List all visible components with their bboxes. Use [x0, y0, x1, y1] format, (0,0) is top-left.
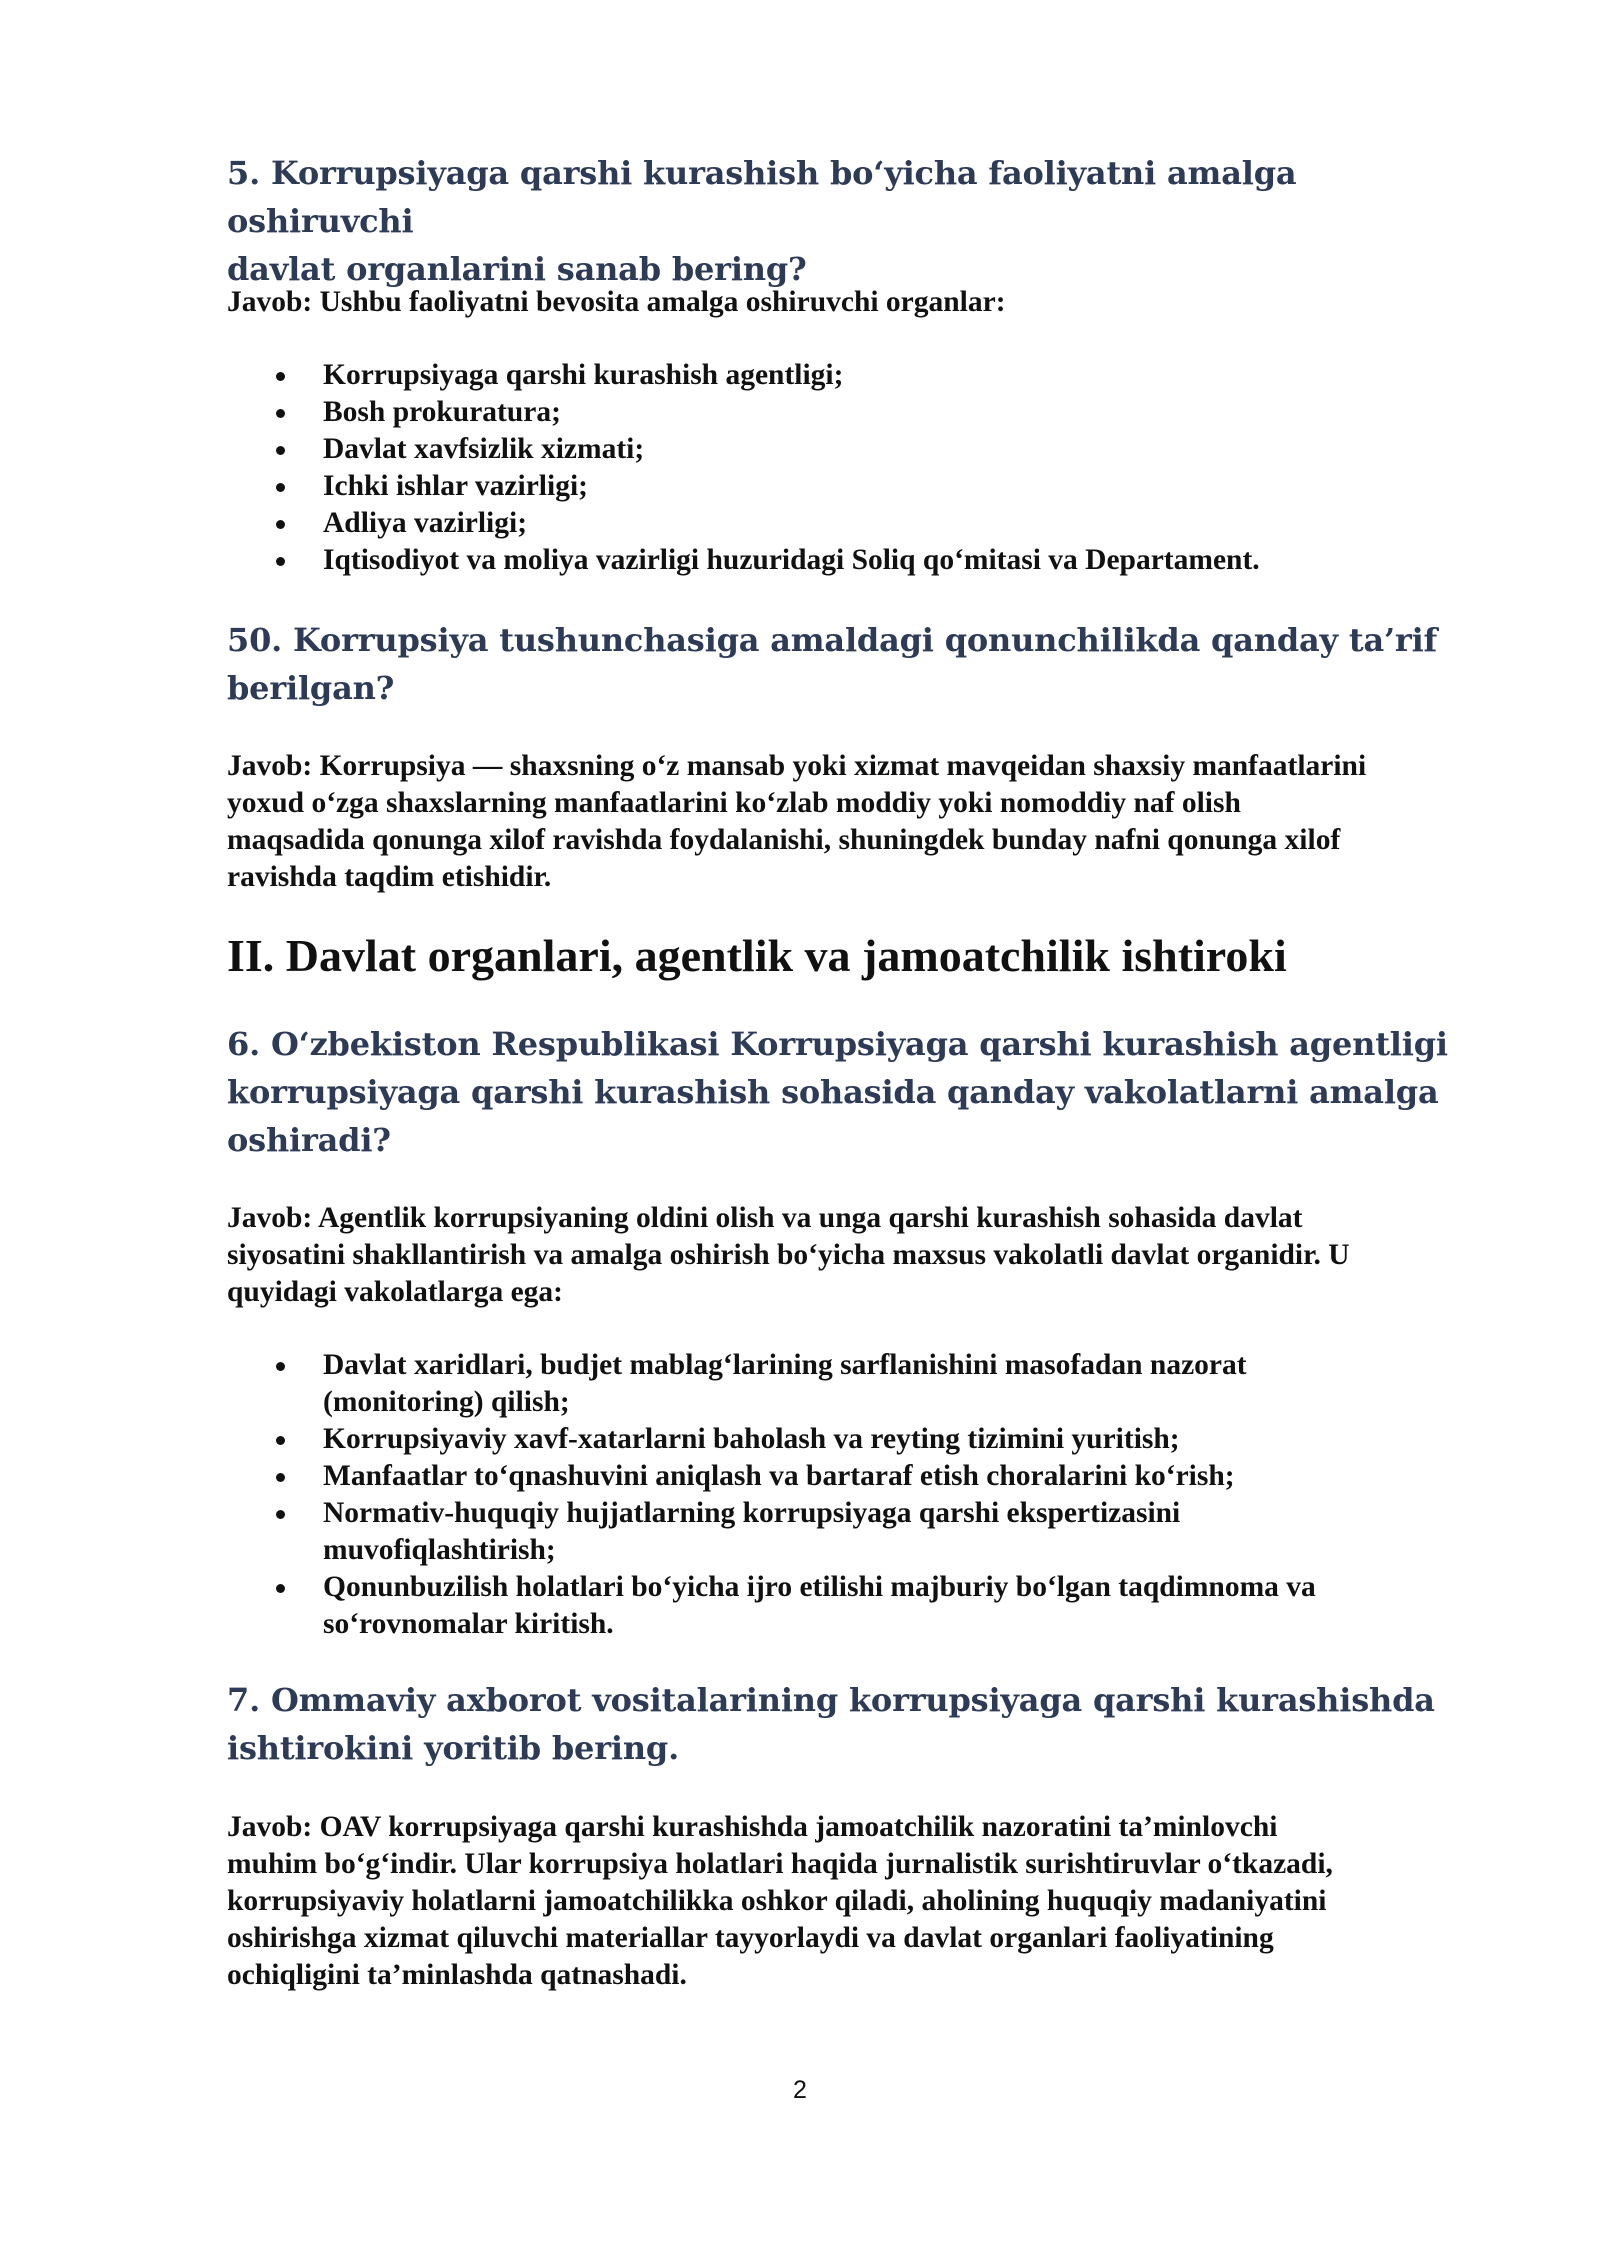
bullet-icon — [276, 446, 285, 455]
list-item: Davlat xaridlari, budjet mablag‘larining sarflanishini masofadan nazorat (monitoring) qilish; — [227, 1347, 1477, 1421]
answer-line: quyidagi vakolatlarga ega: — [227, 1276, 563, 1308]
bullet-icon — [276, 1362, 285, 1371]
question-7-heading-line: ishtirokini yoritib bering. — [227, 1729, 680, 1767]
answer-line: Javob: Korrupsiya — shaxsning o‘z mansab yoki xizmat mavqeidan shaxsiy manfaatlarini — [227, 750, 1367, 782]
answer-line: Javob: OAV korrupsiyaga qarshi kurashishda jamoatchilik nazoratini ta’minlovchi — [227, 1811, 1278, 1843]
question-6-heading — [227, 1020, 1448, 1164]
answer-line: Javob: Agentlik korrupsiyaning oldini olish va unga qarshi kurashish sohasida davlat — [227, 1202, 1303, 1234]
answer-line: maqsadida qonunga xilof ravishda foydalanishi, shuningdek bunday nafni qonunga xilof — [227, 824, 1341, 856]
question-5-heading-line: davlat organlarini sanab bering? — [227, 250, 807, 288]
bullet-icon — [276, 1584, 285, 1593]
question-6-heading-line: oshiradi? — [227, 1121, 391, 1159]
question-5-heading — [227, 149, 1477, 293]
question-5 — [227, 149, 1477, 293]
answer-line: siyosatini shakllantirish va amalga oshirish bo‘yicha maxsus vakolatli davlat organidir. U — [227, 1239, 1350, 1271]
bullet-icon — [276, 483, 285, 492]
answer-line: korrupsiyaviy holatlarni jamoatchilikka oshkor qiladi, aholining huquqiy madaniyatini — [227, 1885, 1327, 1917]
list-item: Bosh prokuratura; — [227, 394, 1477, 431]
list-item: Normativ-huquqiy hujjatlarning korrupsiyaga qarshi ekspertizasini muvofiqlashtirish; — [227, 1495, 1477, 1569]
question-7-answer — [227, 1809, 1333, 1994]
question-6-list — [227, 1347, 1477, 1643]
answer-line: muhim bo‘g‘indir. Ular korrupsiya holatlari haqida jurnalistik surishtiruvlar o‘tkazadi, — [227, 1848, 1333, 1880]
question-7-heading — [227, 1676, 1435, 1772]
bullet-icon — [276, 1473, 285, 1482]
list-item: Ichki ishlar vazirligi; — [227, 468, 1477, 505]
question-50-answer — [227, 748, 1366, 896]
list-item: Davlat xavfsizlik xizmati; — [227, 431, 1477, 468]
bullet-icon — [276, 520, 285, 529]
question-50-heading-line: berilgan? — [227, 669, 395, 707]
section-title: II. Davlat organlari, agentlik va jamoatchilik ishtiroki — [227, 930, 1287, 981]
bullet-icon — [276, 1510, 285, 1519]
list-item: Adliya vazirligi; — [227, 505, 1477, 542]
bullet-icon — [276, 372, 285, 381]
list-item: Qonunbuzilish holatlari bo‘yicha ijro etilishi majburiy bo‘lgan taqdimnoma va so‘rovnomalar kiritish. — [227, 1569, 1477, 1643]
question-5-list — [227, 357, 1477, 579]
answer-line: oshirishga xizmat qiluvchi materiallar tayyorlaydi va davlat organlari faoliyatining — [227, 1922, 1274, 1954]
list-item: Korrupsiyaga qarshi kurashish agentligi; — [227, 357, 1477, 394]
page-number: 2 — [793, 2076, 807, 2104]
question-6-heading-line: 6. O‘zbekiston Respublikasi Korrupsiyaga qarshi kurashish agentligi — [227, 1025, 1448, 1063]
answer-line: ravishda taqdim etishidir. — [227, 861, 552, 893]
question-6-answer — [227, 1200, 1350, 1311]
answer-line: ochiqligini ta’minlashda qatnashadi. — [227, 1959, 687, 1991]
question-7-heading-line: 7. Ommaviy axborot vositalarining korrupsiyaga qarshi kurashishda — [227, 1681, 1435, 1719]
answer-line: yoxud o‘zga shaxslarning manfaatlarini ko‘zlab moddiy yoki nomoddiy naf olish — [227, 787, 1241, 819]
question-50-heading-line: 50. Korrupsiya tushunchasiga amaldagi qonunchilikda qanday ta’rif — [227, 621, 1438, 659]
question-5-answer: Javob: Ushbu faoliyatni bevosita amalga oshiruvchi organlar: — [227, 286, 1006, 318]
question-5-heading-line: 5. Korrupsiyaga qarshi kurashish bo‘yicha faoliyatni amalga oshiruvchi — [227, 154, 1297, 240]
question-6-heading-line: korrupsiyaga qarshi kurashish sohasida qanday vakolatlarni amalga — [227, 1073, 1439, 1111]
bullet-icon — [276, 1436, 285, 1445]
bullet-icon — [276, 557, 285, 566]
list-item: Korrupsiyaviy xavf-xatarlarni baholash va reyting tizimini yuritish; — [227, 1421, 1477, 1458]
bullet-icon — [276, 409, 285, 418]
list-item: Manfaatlar to‘qnashuvini aniqlash va bartaraf etish choralarini ko‘rish; — [227, 1458, 1477, 1495]
list-item: Iqtisodiyot va moliya vazirligi huzuridagi Soliq qo‘mitasi va Departament. — [227, 542, 1477, 579]
question-50-heading — [227, 616, 1437, 712]
